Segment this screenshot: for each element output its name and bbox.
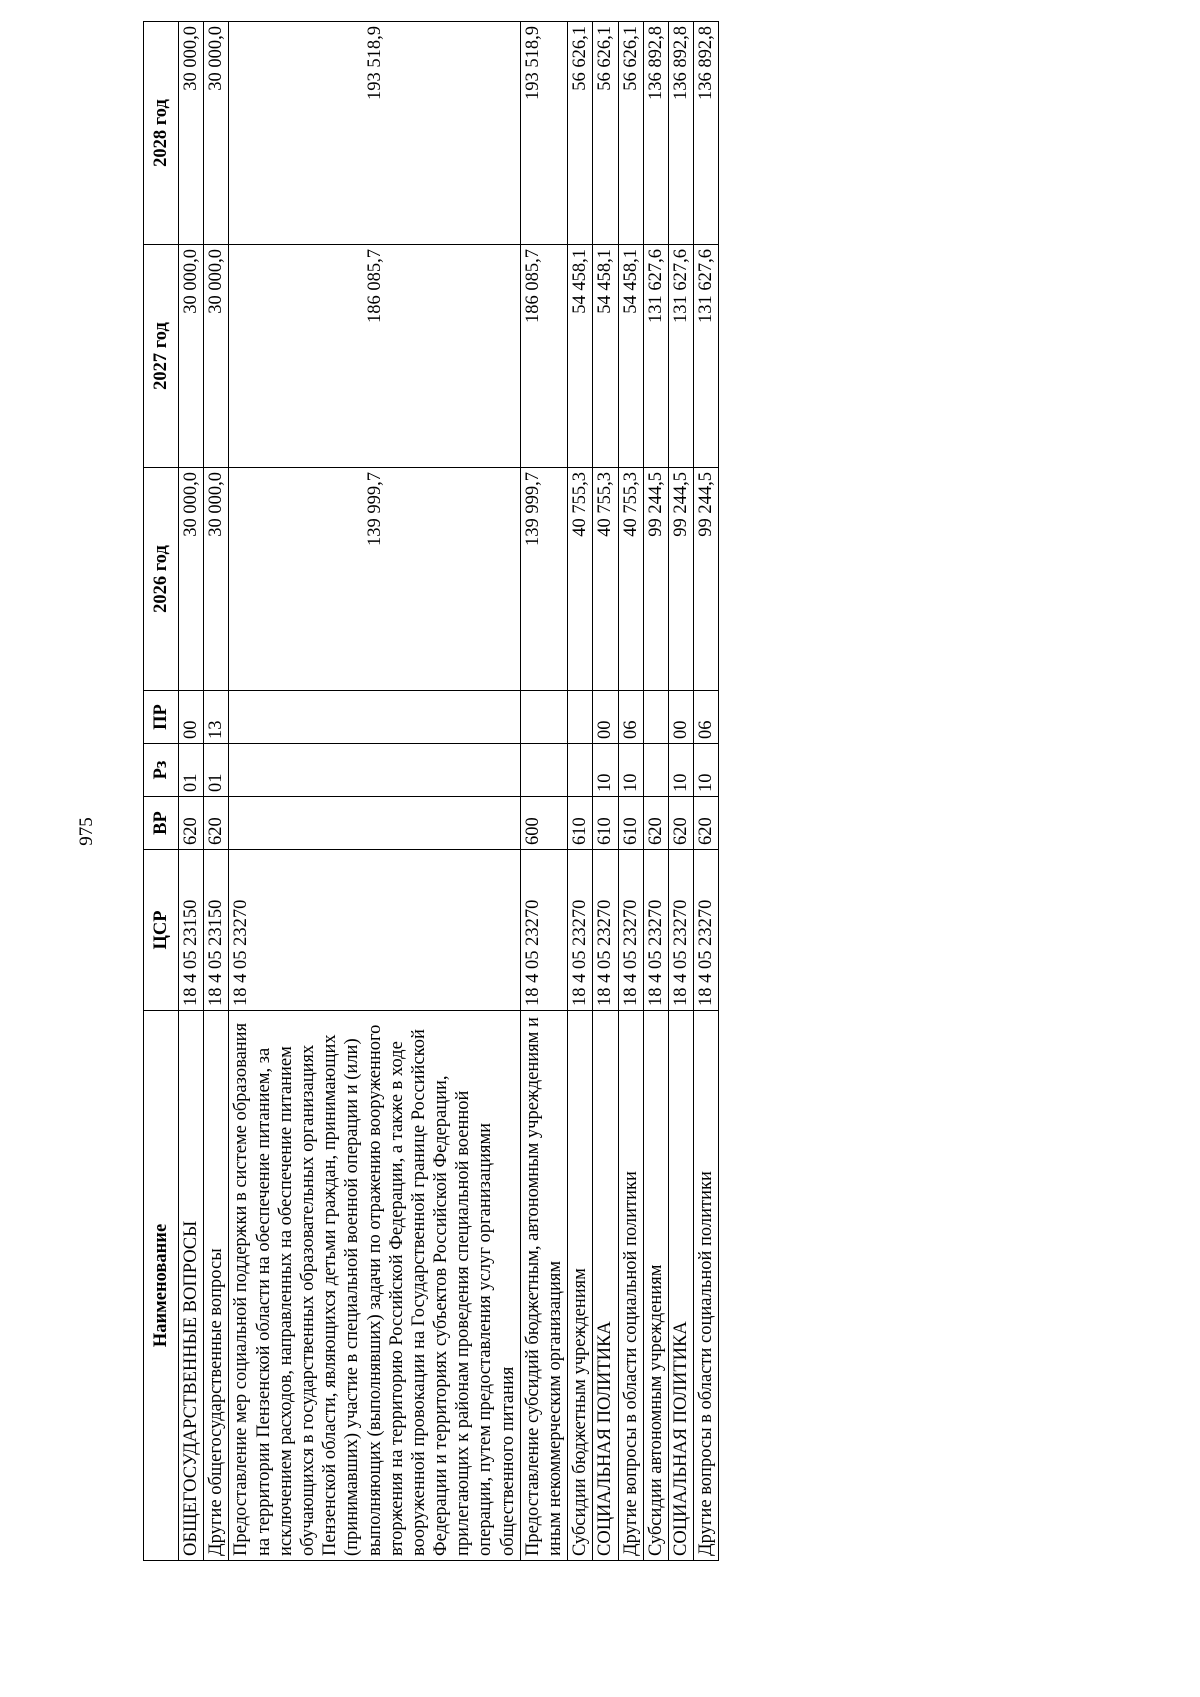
header-2027: 2027 год	[144, 245, 179, 468]
cell-rz: 10	[668, 744, 693, 797]
cell-name: Другие общегосударственные вопросы	[204, 1011, 229, 1561]
cell-name: ОБЩЕГОСУДАРСТВЕННЫЕ ВОПРОСЫ	[179, 1011, 204, 1561]
cell-pr: 00	[179, 691, 204, 744]
cell-vr: 620	[204, 797, 229, 850]
cell-name: Субсидии автономным учреждениям	[643, 1011, 668, 1561]
cell-pr	[568, 691, 593, 744]
cell-name: Другие вопросы в области социальной политики	[694, 1011, 719, 1561]
cell-2028: 56 626,1	[593, 22, 618, 245]
table-row	[618, 22, 643, 1561]
page-number: 975	[75, 817, 97, 846]
cell-csr: 18 4 05 23150	[204, 850, 229, 1011]
cell-rz	[229, 744, 520, 797]
cell-rz	[568, 744, 593, 797]
table-row	[204, 22, 229, 1561]
table-row	[643, 22, 668, 1561]
cell-vr: 610	[593, 797, 618, 850]
cell-name: СОЦИАЛЬНАЯ ПОЛИТИКА	[593, 1011, 618, 1561]
cell-2027: 186 085,7	[520, 245, 567, 468]
cell-rz: 01	[179, 744, 204, 797]
cell-pr	[643, 691, 668, 744]
cell-2027: 131 627,6	[694, 245, 719, 468]
cell-2026: 99 244,5	[668, 468, 693, 691]
cell-2028: 136 892,8	[643, 22, 668, 245]
cell-2026: 30 000,0	[204, 468, 229, 691]
header-2028: 2028 год	[144, 22, 179, 245]
cell-rz	[520, 744, 567, 797]
cell-2027: 30 000,0	[204, 245, 229, 468]
cell-2028: 136 892,8	[694, 22, 719, 245]
cell-vr: 600	[520, 797, 567, 850]
cell-2028: 30 000,0	[204, 22, 229, 245]
cell-2026: 99 244,5	[694, 468, 719, 691]
cell-vr: 610	[618, 797, 643, 850]
cell-2026: 99 244,5	[643, 468, 668, 691]
cell-vr: 620	[643, 797, 668, 850]
rotated-table-wrapper	[143, 21, 921, 1561]
header-pr: ПР	[144, 691, 179, 744]
cell-2026: 40 755,3	[568, 468, 593, 691]
table-row	[568, 22, 593, 1561]
cell-pr: 06	[618, 691, 643, 744]
cell-pr	[520, 691, 567, 744]
cell-name: СОЦИАЛЬНАЯ ПОЛИТИКА	[668, 1011, 693, 1561]
cell-2027: 54 458,1	[593, 245, 618, 468]
table-row	[520, 22, 567, 1561]
cell-pr: 13	[204, 691, 229, 744]
cell-vr: 620	[179, 797, 204, 850]
cell-vr	[229, 797, 520, 850]
cell-pr: 00	[593, 691, 618, 744]
cell-csr: 18 4 05 23270	[229, 850, 520, 1011]
table-row	[593, 22, 618, 1561]
cell-2028: 56 626,1	[618, 22, 643, 245]
cell-csr: 18 4 05 23270	[618, 850, 643, 1011]
cell-2027: 131 627,6	[643, 245, 668, 468]
header-csr: ЦСР	[144, 850, 179, 1011]
cell-csr: 18 4 05 23270	[568, 850, 593, 1011]
header-vr: ВР	[144, 797, 179, 850]
cell-2027: 131 627,6	[668, 245, 693, 468]
cell-name: Предоставление субсидий бюджетным, автономным учреждениям и иным некоммерческим организациям	[520, 1011, 567, 1561]
cell-csr: 18 4 05 23270	[520, 850, 567, 1011]
cell-2028: 56 626,1	[568, 22, 593, 245]
cell-2026: 139 999,7	[229, 468, 520, 691]
table-row	[179, 22, 204, 1561]
cell-csr: 18 4 05 23270	[668, 850, 693, 1011]
table-row	[694, 22, 719, 1561]
cell-2026: 139 999,7	[520, 468, 567, 691]
cell-vr: 620	[668, 797, 693, 850]
cell-csr: 18 4 05 23270	[593, 850, 618, 1011]
cell-rz: 01	[204, 744, 229, 797]
cell-rz: 10	[618, 744, 643, 797]
cell-2027: 186 085,7	[229, 245, 520, 468]
table-row	[229, 22, 520, 1561]
cell-2026: 40 755,3	[593, 468, 618, 691]
cell-name: Другие вопросы в области социальной политики	[618, 1011, 643, 1561]
cell-2028: 30 000,0	[179, 22, 204, 245]
cell-name: Субсидии бюджетным учреждениям	[568, 1011, 593, 1561]
cell-vr: 610	[568, 797, 593, 850]
cell-rz: 10	[694, 744, 719, 797]
cell-2027: 30 000,0	[179, 245, 204, 468]
cell-pr	[229, 691, 520, 744]
header-rz: Рз	[144, 744, 179, 797]
cell-csr: 18 4 05 23270	[694, 850, 719, 1011]
table-row	[668, 22, 693, 1561]
cell-rz: 10	[593, 744, 618, 797]
cell-2027: 54 458,1	[568, 245, 593, 468]
cell-csr: 18 4 05 23150	[179, 850, 204, 1011]
cell-pr: 06	[694, 691, 719, 744]
cell-2026: 40 755,3	[618, 468, 643, 691]
cell-2028: 193 518,9	[520, 22, 567, 245]
cell-2028: 136 892,8	[668, 22, 693, 245]
cell-rz	[643, 744, 668, 797]
cell-pr: 00	[668, 691, 693, 744]
cell-2027: 54 458,1	[618, 245, 643, 468]
cell-csr: 18 4 05 23270	[643, 850, 668, 1011]
cell-2026: 30 000,0	[179, 468, 204, 691]
cell-vr: 620	[694, 797, 719, 850]
cell-name: Предоставление мер социальной поддержки в системе образования на территории Пензенской области на обеспечение питанием, за исключением расходов, направленных на обеспечение питанием обучающихся в государственных образовательных организациях Пензенской области, являющихся детьми граждан, принимающих (принимавших) участие в специальной военной операции и (или) выполняющих (выполнявших) задачи по отражению вооруженного вторжения на территорию Российской Федерации, а также в ходе вооруженной провокации на Государственной границе Российской Федерации и территориях субъектов Российской Федерации, прилегающих к районам проведения специальной военной операции, путем предоставления услуг организациями общественного питания	[229, 1011, 520, 1561]
cell-2028: 193 518,9	[229, 22, 520, 245]
header-2026: 2026 год	[144, 468, 179, 691]
budget-table	[143, 21, 719, 1561]
header-name: Наименование	[144, 1011, 179, 1561]
table-header-row	[144, 22, 179, 1561]
